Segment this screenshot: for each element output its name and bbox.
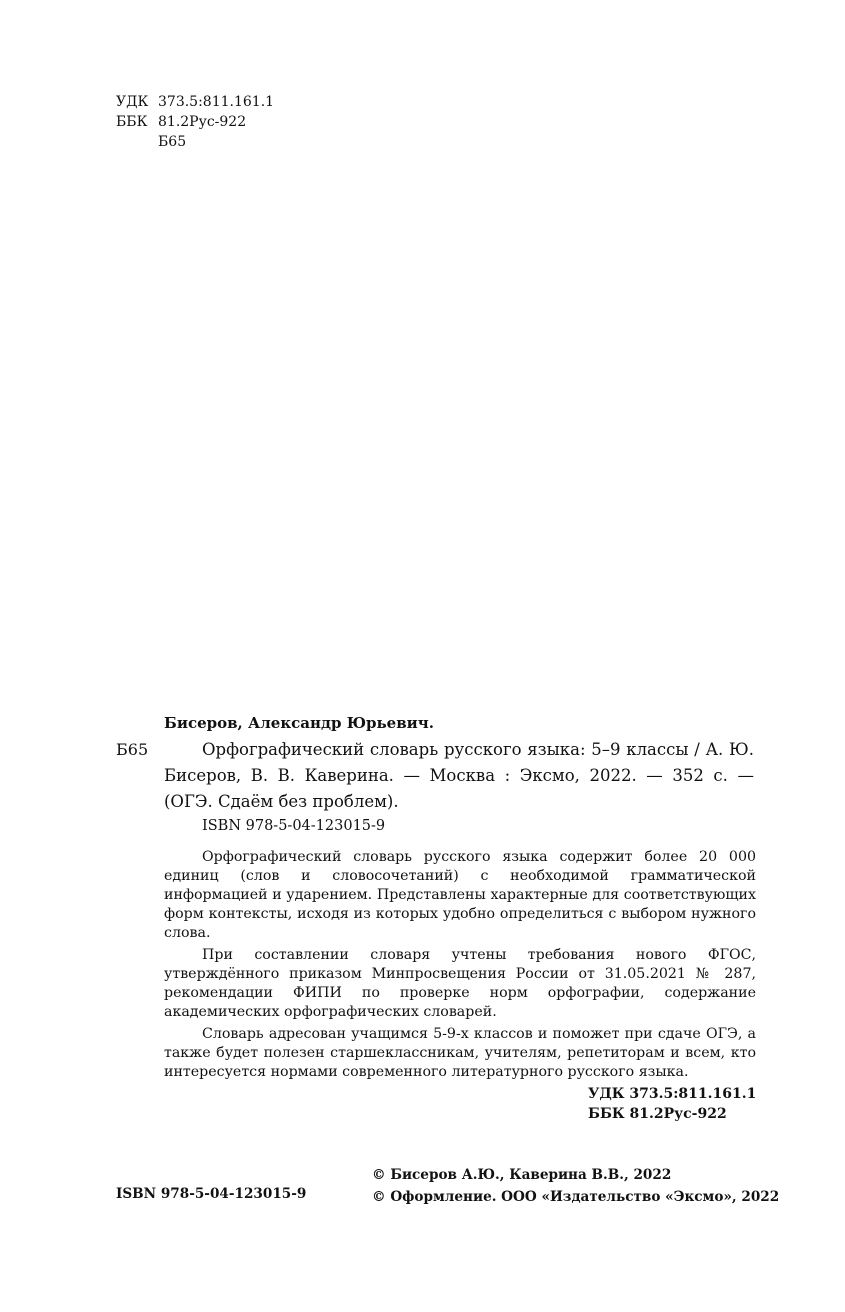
bbk-value: 81.2Рус-922 — [158, 114, 247, 130]
bibliographic-description — [164, 737, 754, 815]
bbk-code: ББК 81.2Рус-922 — [588, 1106, 727, 1122]
author-heading: Бисеров, Александр Юрьевич. — [164, 714, 434, 732]
annotation-paragraph: Словарь адресован учащимся 5-9-х классов и поможет при сдаче ОГЭ, а также будет полезен старшеклассникам, учителям, репетиторам и всем, кто интересуется нормами современного литературного русского языка. — [164, 1026, 756, 1080]
udk-code: УДК 373.5:811.161.1 — [588, 1086, 757, 1102]
author-sign-margin: Б65 — [116, 740, 149, 759]
copyright-authors: © Бисеров А.Ю., Каверина В.В., 2022 — [372, 1167, 672, 1183]
udk-value: 373.5:811.161.1 — [158, 94, 275, 110]
bbk-row — [116, 112, 274, 132]
copyright-block — [372, 1164, 779, 1208]
annotation-paragraph: Орфографический словарь русского языка содержит более 20 000 единиц (слов и словосочетаний) с необходимой грамматической информацией и ударением. Представлены характерные для соответствующих форм контексты, исходя из которых удобно определиться с выбором нужного слова. — [164, 849, 756, 941]
udk-label: УДК — [116, 94, 149, 110]
isbn-footer: ISBN 978-5-04-123015-9 — [116, 1186, 307, 1202]
description-text: Орфографический словарь русского языка: 5–9 классы / А. Ю. Бисеров, В. В. Каверина. — Москва : Эксмо, 2022. — 352 с. — (ОГЭ. Сдаём без проблем). — [164, 740, 754, 811]
annotation-paragraph: При составлении словаря учтены требования нового ФГОС, утверждённого приказом Минпросвещения России от 31.05.2021 № 287, рекомендации ФИПИ по проверке норм орфографии, содержание академических орфографических словарей. — [164, 947, 756, 1020]
classification-codes-right — [588, 1084, 756, 1124]
udk-row — [116, 92, 274, 112]
isbn-line: ISBN 978-5-04-123015-9 — [202, 818, 386, 834]
classification-codes-top — [116, 92, 274, 152]
bbk-label: ББК — [116, 114, 148, 130]
annotation — [164, 848, 756, 1085]
author-sign: Б65 — [158, 134, 187, 150]
copyright-design: © Оформление. ООО «Издательство «Эксмо», 2022 — [372, 1189, 780, 1205]
